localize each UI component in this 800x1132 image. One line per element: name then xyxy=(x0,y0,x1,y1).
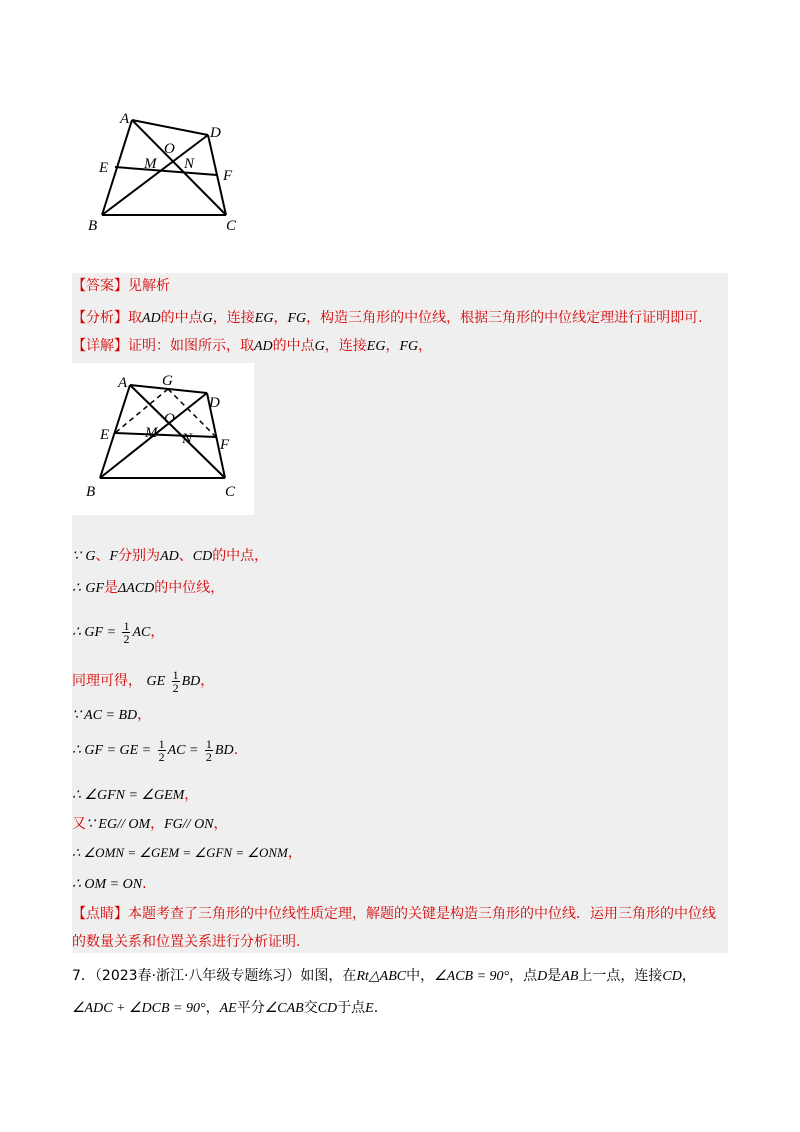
fraction-denominator: 2 xyxy=(158,749,165,764)
label-A: A xyxy=(118,375,128,391)
math-term: GF xyxy=(85,581,105,596)
label-B: B xyxy=(88,218,98,234)
solution-panel xyxy=(72,273,728,953)
math-term: AD xyxy=(160,549,179,564)
step-text: ， xyxy=(213,816,228,832)
math-term: EG xyxy=(366,339,386,354)
problem-text: 上一点，连接 xyxy=(578,968,663,984)
fraction-numerator: 1 xyxy=(158,736,165,751)
math-term: BD xyxy=(181,674,201,689)
math-term: Rt△ABC xyxy=(356,969,407,984)
label-D: D xyxy=(209,395,220,411)
analysis-line xyxy=(72,308,703,329)
math-term: AE xyxy=(219,1001,237,1016)
math-term: G xyxy=(85,549,96,564)
math-term: EG xyxy=(254,311,274,326)
fraction-numerator: 1 xyxy=(123,618,130,633)
fraction xyxy=(158,738,166,763)
comment-line-1 xyxy=(72,904,716,924)
math-term: ∴ ∠GFN = ∠GEM xyxy=(72,788,185,803)
analysis-text: ， xyxy=(273,310,288,326)
step-10 xyxy=(72,874,147,895)
label-C: C xyxy=(226,218,237,234)
label-G: G xyxy=(162,373,173,389)
step-text: 、 xyxy=(95,548,110,564)
step-text: 分别为 xyxy=(118,548,161,564)
label-F: F xyxy=(223,168,233,184)
answer-text: 见解析 xyxy=(128,278,170,294)
step-text: 的中点， xyxy=(212,548,269,564)
problem-7-line-1 xyxy=(72,966,696,987)
analysis-text: 的中点 xyxy=(160,310,203,326)
step-text: 是 xyxy=(104,580,119,596)
math-term: ∵ xyxy=(72,549,81,564)
detail-line xyxy=(72,336,432,357)
math-term: FG xyxy=(399,339,419,354)
math-term: FG// ON xyxy=(164,817,214,832)
analysis-text: ，连接 xyxy=(212,310,255,326)
detail-text: ， xyxy=(418,338,433,354)
math-term: AB xyxy=(561,969,579,984)
analysis-text: ，构造三角形的中位线，根据三角形的中位线定理进行证明即可. xyxy=(306,310,703,326)
math-term: CD xyxy=(662,969,682,984)
math-term: BD xyxy=(214,743,234,758)
math-term: ∴ ∠OMN = ∠GEM = ∠GFN = ∠ONM xyxy=(72,845,288,860)
math-term: ΔACD xyxy=(118,581,155,596)
geometry-figure-2-frame xyxy=(72,363,254,515)
math-term: AC xyxy=(132,625,151,640)
problem-text: ，点 xyxy=(509,968,538,984)
step-7 xyxy=(72,785,198,806)
step-text: ， xyxy=(150,816,165,832)
label-M: M xyxy=(144,156,157,172)
problem-text: 交 xyxy=(303,1000,318,1016)
step-4 xyxy=(72,664,214,699)
step-2 xyxy=(72,578,224,599)
step-text: 的中位线， xyxy=(154,580,225,596)
step-5 xyxy=(72,705,151,726)
step-text: ， xyxy=(287,845,302,861)
label-F: F xyxy=(220,437,230,453)
problem-text: 中， xyxy=(406,968,435,984)
fraction-denominator: 2 xyxy=(123,631,130,646)
detail-tag: 【详解】 xyxy=(72,338,128,354)
comment-text: 的数量关系和位置关系进行分析证明. xyxy=(72,934,301,950)
analysis-tag: 【分析】 xyxy=(72,310,128,326)
math-term: F xyxy=(109,549,119,564)
math-term: AD xyxy=(254,339,273,354)
comment-text: 本题考查了三角形的中位线性质定理，解题的关键是构造三角形的中位线．运用三角形的中位线 xyxy=(128,906,716,922)
detail-text: ，连接 xyxy=(324,338,367,354)
problem-text: ， xyxy=(205,1000,220,1016)
step-text: 、 xyxy=(178,548,193,564)
math-term: ∴ OM = ON xyxy=(72,877,143,892)
label-D: D xyxy=(210,125,221,141)
math-term: ∴ GF = GE = xyxy=(72,743,152,758)
math-term: CD xyxy=(192,549,213,564)
problem-text: ， xyxy=(681,968,696,984)
problem-text: 于点 xyxy=(337,1000,366,1016)
math-term: ∠CAB xyxy=(264,1001,304,1016)
comment-tag: 【点睛】 xyxy=(72,906,128,922)
problem-text: 7．（2023春·浙江·八年级专题练习）如图，在 xyxy=(72,968,357,984)
math-term: ∠ADC + ∠DCB = 90° xyxy=(72,1001,206,1016)
math-term: ∴ xyxy=(72,581,81,596)
label-O: O xyxy=(164,141,175,157)
problem-text: 平分 xyxy=(236,1000,265,1016)
math-term: G xyxy=(314,339,325,354)
detail-text: ， xyxy=(385,338,400,354)
geometry-figure-2 xyxy=(72,363,254,515)
label-E: E xyxy=(99,160,109,176)
comment-line-2 xyxy=(72,932,300,952)
detail-text: 证明：如图所示，取 xyxy=(128,338,254,354)
label-A: A xyxy=(120,111,130,127)
step-text: . xyxy=(142,876,147,892)
fraction xyxy=(205,738,213,763)
fraction-denominator: 2 xyxy=(205,749,212,764)
math-term: AC = xyxy=(167,743,199,758)
label-M: M xyxy=(145,425,158,441)
step-text: 同理可得， xyxy=(72,673,142,689)
math-term: GE xyxy=(146,674,166,689)
label-O: O xyxy=(164,411,175,427)
label-C: C xyxy=(225,484,236,500)
fraction-denominator: 2 xyxy=(172,680,179,695)
label-N: N xyxy=(184,156,195,172)
label-E: E xyxy=(100,427,110,443)
math-term: ∵ EG// OM xyxy=(86,817,151,832)
math-term: D xyxy=(537,969,548,984)
fraction-numerator: 1 xyxy=(172,667,179,682)
fraction-numerator: 1 xyxy=(205,736,212,751)
step-text: ， xyxy=(200,673,215,689)
detail-text: 的中点 xyxy=(272,338,315,354)
math-term: ∴ GF = xyxy=(72,625,117,640)
answer-line xyxy=(72,276,170,296)
step-3 xyxy=(72,615,164,650)
fraction xyxy=(122,620,130,645)
step-text: ， xyxy=(137,707,152,723)
step-text: ， xyxy=(184,787,199,803)
problem-text: 是 xyxy=(547,968,562,984)
step-8 xyxy=(72,814,228,835)
answer-tag: 【答案】 xyxy=(72,278,128,294)
problem-text: . xyxy=(373,1000,379,1016)
math-term: CD xyxy=(317,1001,338,1016)
step-6 xyxy=(72,733,238,768)
problem-7-line-2 xyxy=(72,998,378,1019)
step-1 xyxy=(72,546,268,567)
label-N: N xyxy=(182,431,193,447)
step-text: . xyxy=(233,742,239,758)
math-term: E xyxy=(365,1001,374,1016)
math-term: FG xyxy=(287,311,307,326)
step-text: 又 xyxy=(72,816,86,832)
label-B: B xyxy=(86,484,96,500)
math-term: G xyxy=(202,311,213,326)
step-9 xyxy=(72,843,302,863)
step-text: ， xyxy=(150,624,165,640)
fraction xyxy=(172,669,180,694)
math-term: AD xyxy=(142,311,161,326)
math-term: ∠ACB = 90° xyxy=(434,969,510,984)
math-term: ∵ AC = BD xyxy=(72,708,138,723)
geometry-figure-1 xyxy=(80,105,260,240)
analysis-text: 取 xyxy=(128,310,142,326)
